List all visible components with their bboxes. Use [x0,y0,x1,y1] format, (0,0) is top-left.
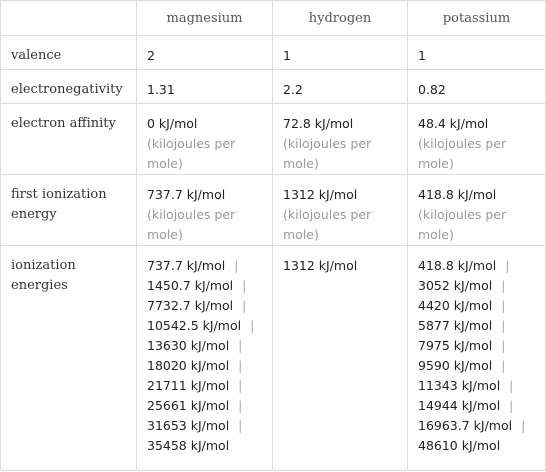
column-header-potassium: potassium [408,1,546,36]
electronegativity-potassium: 0.82 [408,70,546,104]
value-text: 737.7 kJ/mol [147,187,226,202]
separator: | [238,378,243,393]
ionization-energy-value: 18020 kJ/mol [147,358,230,373]
ionization-energies-hydrogen [273,246,408,471]
row-label-valence: valence [1,36,137,70]
separator: | [509,378,514,393]
separator: | [234,258,239,273]
ionization-energy-value: 13630 kJ/mol [147,338,230,353]
separator: | [501,298,506,313]
first-ionization-magnesium [137,175,273,246]
ionization-energy-value: 418.8 kJ/mol [418,258,497,273]
valence-potassium: 1 [408,36,546,70]
table-row [1,70,546,104]
value-text: 1312 kJ/mol [283,187,358,202]
separator: | [521,418,526,433]
unit-note: (kilojoules per mole) [147,136,236,171]
ionization-energies-potassium [408,246,546,471]
ionization-energy-value: 7975 kJ/mol [418,338,493,353]
ionization-energy-value: 35458 kJ/mol [147,438,230,453]
valence-hydrogen: 1 [273,36,408,70]
separator: | [501,338,506,353]
ionization-energy-value: 14944 kJ/mol [418,398,501,413]
electron-affinity-hydrogen [273,104,408,175]
ionization-energy-value: 1450.7 kJ/mol [147,278,234,293]
unit-note: (kilojoules per mole) [418,136,507,171]
row-label-ionization-energies: ionization energies [1,246,137,471]
value-text: 48.4 kJ/mol [418,116,489,131]
first-ionization-hydrogen [273,175,408,246]
separator: | [242,278,247,293]
ionization-energy-value: 4420 kJ/mol [418,298,493,313]
table-row [1,36,546,70]
row-label-electronegativity: electronegativity [1,70,137,104]
header-corner [1,1,137,36]
separator: | [238,358,243,373]
ionization-energy-value: 48610 kJ/mol [418,438,501,453]
valence-magnesium: 2 [137,36,273,70]
unit-note: (kilojoules per mole) [283,207,372,242]
separator: | [509,398,514,413]
table-row [1,246,546,471]
ionization-energy-value: 31653 kJ/mol [147,418,230,433]
ionization-energy-value: 25661 kJ/mol [147,398,230,413]
header-row [1,1,546,36]
separator: | [501,318,506,333]
ionization-energy-value: 1312 kJ/mol [283,258,358,273]
ionization-energies-magnesium [137,246,273,471]
ionization-energy-value: 3052 kJ/mol [418,278,493,293]
ionization-energy-value: 21711 kJ/mol [147,378,230,393]
value-text: 0 kJ/mol [147,116,198,131]
ionization-energy-value: 737.7 kJ/mol [147,258,226,273]
separator: | [238,398,243,413]
column-header-hydrogen: hydrogen [273,1,408,36]
electronegativity-hydrogen: 2.2 [273,70,408,104]
separator: | [501,358,506,373]
electronegativity-magnesium: 1.31 [137,70,273,104]
separator: | [501,278,506,293]
separator: | [505,258,510,273]
electron-affinity-magnesium [137,104,273,175]
column-header-magnesium: magnesium [137,1,273,36]
ionization-energy-value: 5877 kJ/mol [418,318,493,333]
value-text: 72.8 kJ/mol [283,116,354,131]
separator: | [238,418,243,433]
separator: | [242,298,247,313]
table-row [1,175,546,246]
ionization-energy-value: 10542.5 kJ/mol [147,318,242,333]
unit-note: (kilojoules per mole) [147,207,236,242]
value-text: 418.8 kJ/mol [418,187,497,202]
row-label-electron-affinity: electron affinity [1,104,137,175]
first-ionization-potassium [408,175,546,246]
separator: | [250,318,255,333]
ionization-energy-value: 9590 kJ/mol [418,358,493,373]
ionization-energy-value: 7732.7 kJ/mol [147,298,234,313]
table-row [1,104,546,175]
unit-note: (kilojoules per mole) [283,136,372,171]
ionization-energy-value: 16963.7 kJ/mol [418,418,513,433]
unit-note: (kilojoules per mole) [418,207,507,242]
ionization-energy-value: 11343 kJ/mol [418,378,501,393]
separator: | [238,338,243,353]
electron-affinity-potassium [408,104,546,175]
row-label-first-ionization-energy: first ionization energy [1,175,137,246]
